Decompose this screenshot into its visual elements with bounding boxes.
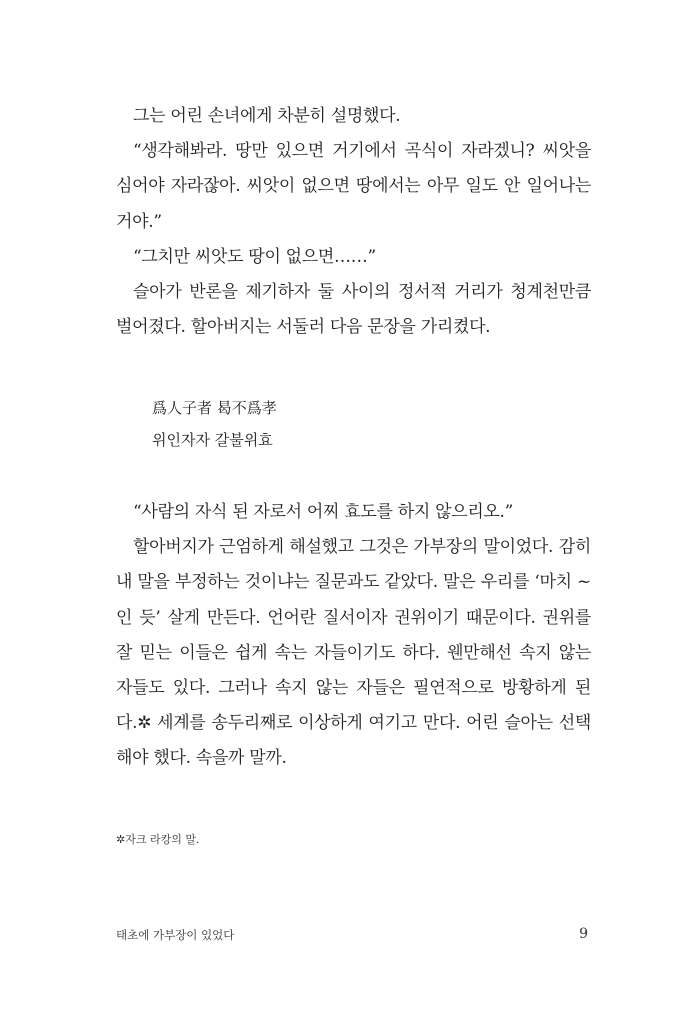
paragraph: “그치만 씨앗도 땅이 없으면……” (133, 246, 376, 267)
classical-quote (152, 392, 452, 456)
paragraph: 슬아가 반론을 제기하자 둘 사이의 정서적 거리가 청계천만큼 벌어졌다. 할아버지는 서둘러 다음 문장을 가리켰다. (116, 282, 591, 338)
paragraph: 할아버지가 근엄하게 해설했고 그것은 가부장의 말이었다. 감히 내 말을 부정하는 것이냐는 질문과도 같았다. 말은 우리를 ‘마치 ~인 듯’ 살게 만든다. 언어란 질서이자 권위이기 때문이다. 권위를 잘 믿는 이들은 쉽게 속는 자들이기도 하다. 웬만해선 속지 않는 자들도 있다. 그러나 속지 않는 자들은 필연적으로 방황하게 된다.✲ 세계를 송두리째로 이상하게 여기고 만다. 어린 슬아는 선택해야 했다. 속을까 말까. (116, 537, 591, 769)
paragraph: “사람의 자식 된 자로서 어찌 효도를 하지 않으리오.” (133, 502, 514, 522)
body-text-top (116, 99, 591, 345)
running-title: 태초에 가부장이 있었다 (116, 928, 235, 942)
quote-hanja: 爲人子者 曷不爲孝 (152, 399, 277, 417)
quote-hangul: 위인자자 갈불위효 (152, 431, 273, 449)
footnote: ✲자크 라캉의 말. (116, 833, 200, 846)
body-text-bottom (116, 495, 591, 777)
paragraph: 그는 어린 손녀에게 차분히 설명했다. (133, 106, 401, 126)
paragraph: “생각해봐라. 땅만 있으면 거기에서 곡식이 자라겠니? 씨앗을 심어야 자라잖아. 씨앗이 없으면 땅에서는 아무 일도 안 일어나는 거야.” (116, 141, 591, 232)
page-number: 9 (579, 926, 588, 942)
